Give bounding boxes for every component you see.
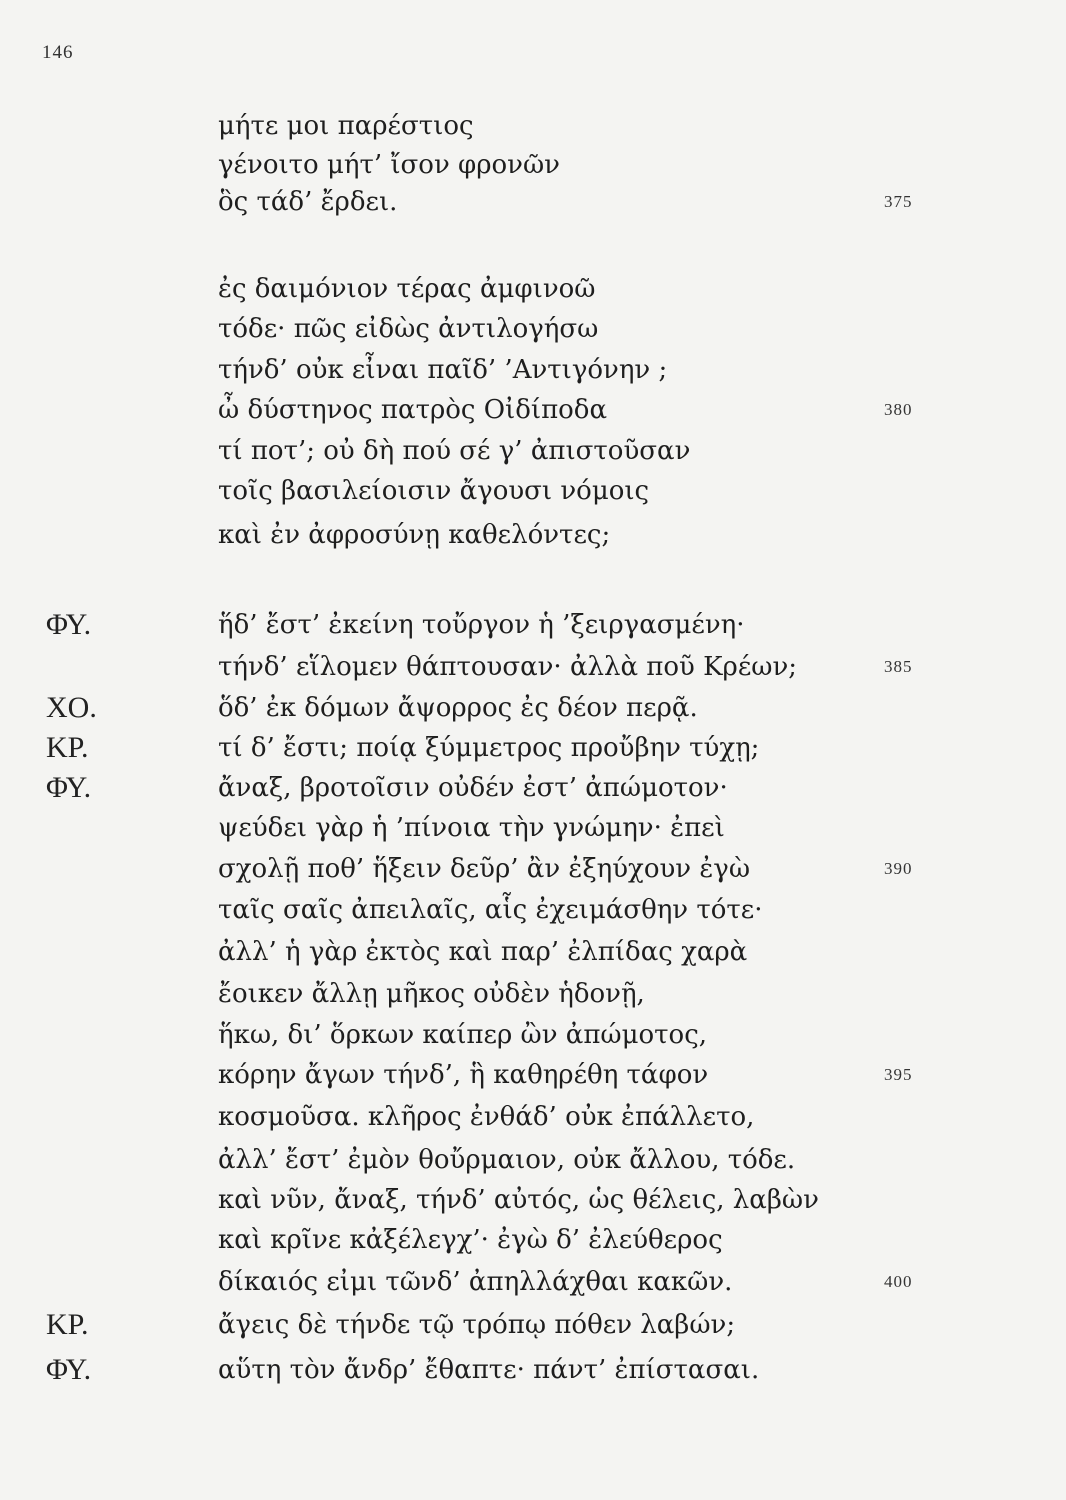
speaker-label: ΚΡ.	[46, 731, 89, 764]
speaker-label: ΚΡ.	[46, 1308, 89, 1341]
verse-text: τί δ’ ἔστι; ποίᾳ ξύμμετρος προὔβην τύχῃ;	[218, 733, 760, 763]
speaker-label: ΦΥ.	[46, 608, 92, 641]
verse-text: καὶ κρῖνε κἀξέλεγχ’· ἐγὼ δ’ ἐλεύθερος	[218, 1225, 723, 1255]
verse-line	[0, 350, 1066, 390]
verse-text: τήνδ’ οὐκ εἶναι παῖδ’ ’Αντιγόνην ;	[218, 355, 668, 385]
line-number: 395	[884, 1065, 913, 1084]
verse-line	[0, 1180, 1066, 1220]
verse-text: ἥδ’ ἔστ’ ἐκείνη τοὔργον ἡ ’ξειργασμένη·	[218, 610, 745, 640]
verse-line	[0, 932, 1066, 972]
verse-text: δίκαιός εἰμι τῶνδ’ ἀπηλλάχθαι κακῶν.	[218, 1267, 733, 1297]
verse-line	[0, 1140, 1066, 1180]
line-number: 385	[884, 657, 913, 676]
verse-line	[0, 269, 1066, 309]
verse-text: ἥκω, δι’ ὅρκων καίπερ ὢν ἀπώμοτος,	[218, 1020, 708, 1050]
verse-line	[0, 605, 1066, 645]
verse-text: ὅδ’ ἐκ δόμων ἄψορρος ἐς δέον περᾷ.	[218, 693, 698, 723]
verse-text: ὃς τάδ’ ἔρδει.	[218, 187, 398, 217]
verse-line	[0, 1015, 1066, 1055]
verse-text: μήτε μοι παρέστιος	[218, 111, 474, 141]
verse-line	[0, 1097, 1066, 1137]
verse-text: τί ποτ’; οὐ δὴ πού σέ γ’ ἀπιστοῦσαν	[218, 436, 691, 466]
verse-text: τοῖς βασιλείοισιν ἄγουσι νόμοις	[218, 476, 650, 506]
verse-line	[0, 390, 1066, 430]
verse-text: κοσμοῦσα. κλῆρος ἐνθάδ’ οὐκ ἐπάλλετο,	[218, 1102, 755, 1132]
verse-text: ἔοικεν ἄλλῃ μῆκος οὐδὲν ἡδονῇ,	[218, 979, 645, 1009]
verse-text: ὦ δύστηνος πατρὸς Οἰδίποδα	[218, 395, 608, 425]
verse-line	[0, 515, 1066, 555]
line-number: 380	[884, 400, 913, 419]
line-number: 375	[884, 192, 913, 211]
verse-line	[0, 182, 1066, 222]
verse-text: καὶ νῦν, ἄναξ, τήνδ’ αὐτός, ὡς θέλεις, λαβὼν	[218, 1185, 819, 1215]
verse-line	[0, 1262, 1066, 1302]
verse-text: ἄναξ, βροτοῖσιν οὐδέν ἐστ’ ἀπώμοτον·	[218, 773, 728, 803]
verse-line	[0, 974, 1066, 1014]
verse-text: τήνδ’ εἵλομεν θάπτουσαν· ἀλλὰ ποῦ Κρέων;	[218, 652, 798, 682]
verse-text: σχολῇ ποθ’ ἥξειν δεῦρ’ ἂν ἐξηύχουν ἐγὼ	[218, 854, 751, 884]
verse-text: ἐς δαιμόνιον τέρας ἀμφινοῶ	[218, 274, 596, 304]
verse-line	[0, 728, 1066, 768]
verse-line	[0, 688, 1066, 728]
speaker-label: ΦΥ.	[46, 771, 92, 804]
verse-line	[0, 1055, 1066, 1095]
page-number: 146	[42, 42, 74, 63]
verse-line	[0, 768, 1066, 808]
verse-text: κόρην ἄγων τήνδ’, ἣ καθηρέθη τάφον	[218, 1060, 709, 1090]
verse-text: ψεύδει γὰρ ἡ ’πίνοια τὴν γνώμην· ἐπεὶ	[218, 813, 725, 843]
verse-text: γένοιτο μήτ’ ἴσον φρονῶν	[218, 150, 560, 180]
verse-line	[0, 890, 1066, 930]
verse-line	[0, 471, 1066, 511]
verse-line	[0, 849, 1066, 889]
verse-text: καὶ ἐν ἀφροσύνῃ καθελόντες;	[218, 520, 611, 550]
verse-line	[0, 431, 1066, 471]
verse-text: ἄγεις δὲ τήνδε τῷ τρόπῳ πόθεν λαβών;	[218, 1310, 736, 1340]
verse-line	[0, 1350, 1066, 1390]
verse-line	[0, 1220, 1066, 1260]
line-number: 400	[884, 1272, 913, 1291]
verse-line	[0, 647, 1066, 687]
verse-line	[0, 309, 1066, 349]
verse-text: ταῖς σαῖς ἀπειλαῖς, αἷς ἐχειμάσθην τότε·	[218, 895, 763, 925]
verse-line	[0, 808, 1066, 848]
speaker-label: ΦΥ.	[46, 1353, 92, 1386]
verse-line	[0, 145, 1066, 185]
line-number: 390	[884, 859, 913, 878]
verse-text: τόδε· πῶς εἰδὼς ἀντιλογήσω	[218, 314, 599, 344]
verse-line	[0, 106, 1066, 146]
verse-text: ἀλλ’ ἡ γὰρ ἐκτὸς καὶ παρ’ ἐλπίδας χαρὰ	[218, 937, 748, 967]
verse-text: ἀλλ’ ἔστ’ ἐμὸν θοὔρμαιον, οὐκ ἄλλου, τόδε.	[218, 1145, 796, 1175]
verse-line	[0, 1305, 1066, 1345]
verse-text: αὕτη τὸν ἄνδρ’ ἔθαπτε· πάντ’ ἐπίστασαι.	[218, 1355, 760, 1385]
speaker-label: ΧΟ.	[46, 691, 97, 724]
